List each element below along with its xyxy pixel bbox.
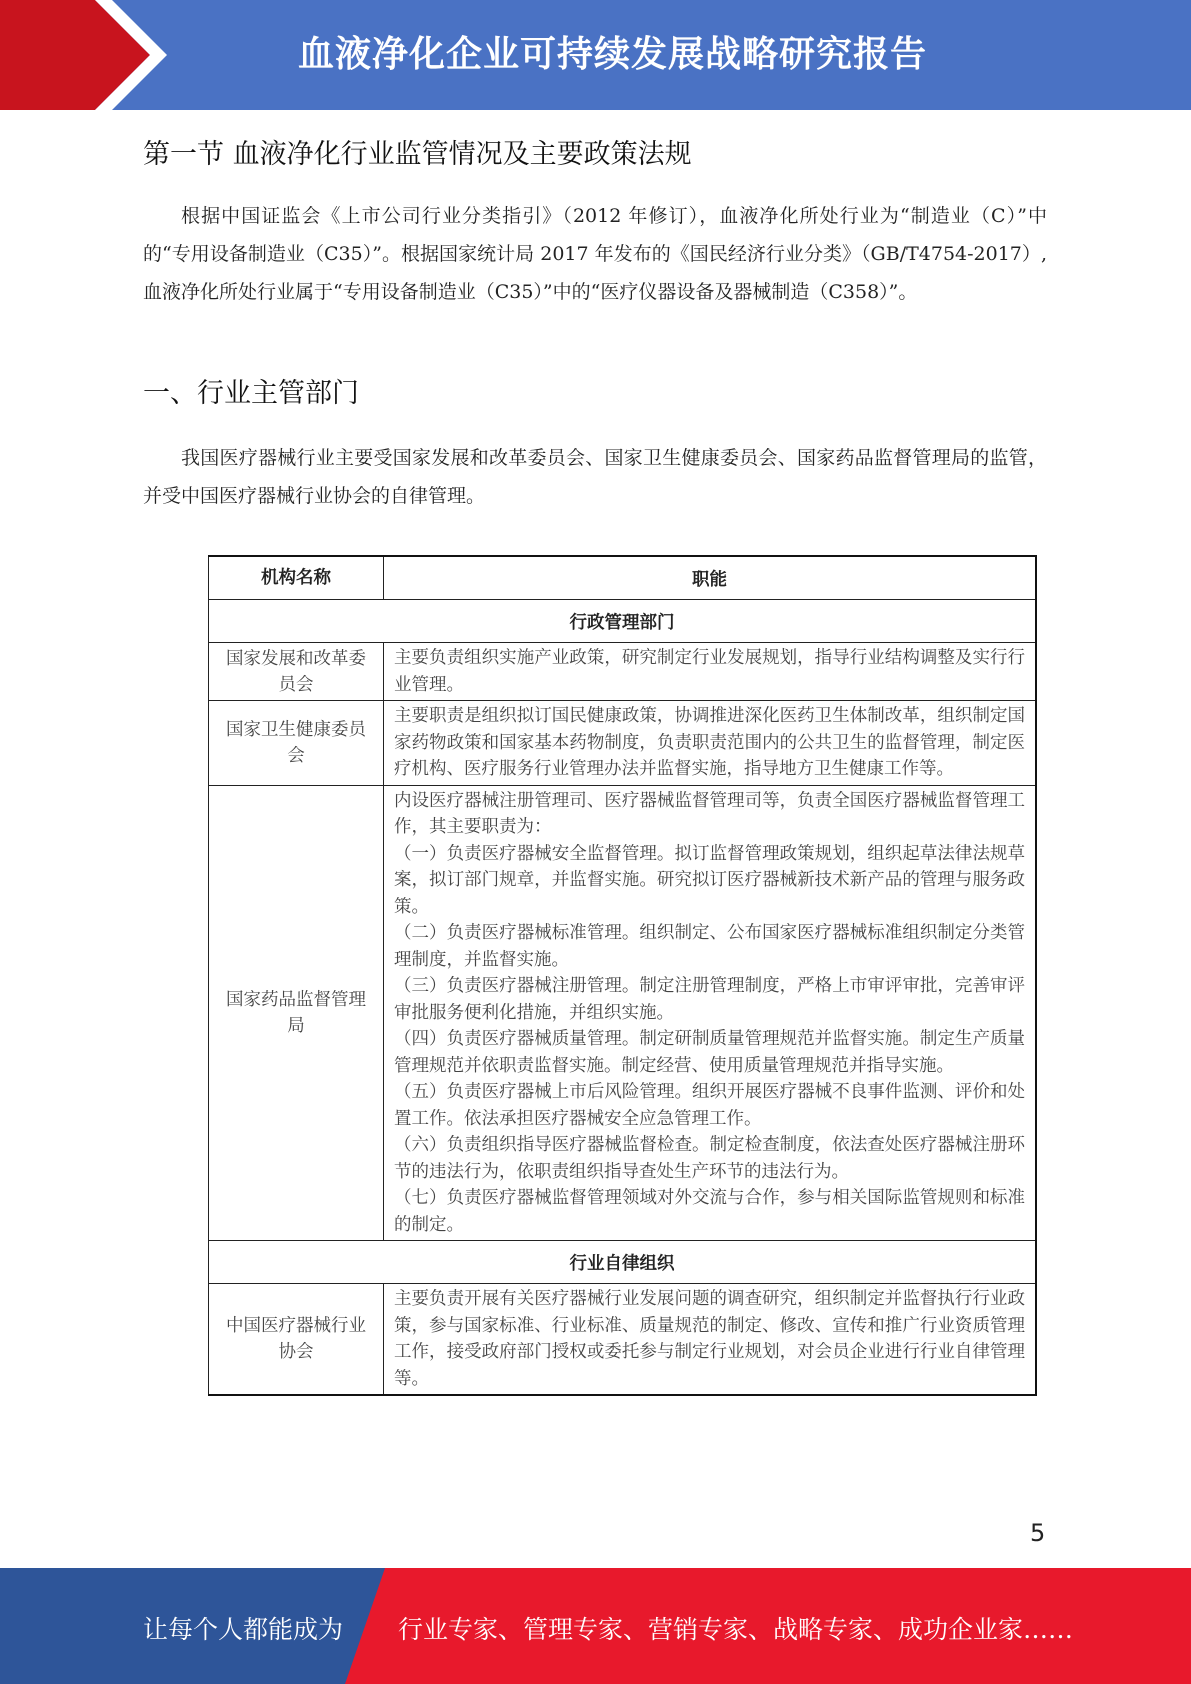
- table-group-row: [209, 600, 1037, 643]
- table-row: [209, 785, 1037, 1241]
- page-footer: [0, 1568, 1191, 1684]
- footer-slogan-right: 行业专家、管理专家、营销专家、战略专家、成功企业家……: [398, 1615, 1074, 1644]
- function-line: （三）负责医疗器械注册管理。制定注册管理制度，严格上市审评审批，完善审评审批服务便利化措施，并组织实施。: [394, 976, 1025, 1023]
- org-function: 主要负责组织实施产业政策，研究制定行业发展规划，指导行业结构调整及实行行业管理。: [384, 643, 1037, 701]
- function-line: （七）负责医疗器械监督管理领域对外交流与合作，参与相关国际监管规则和标准的制定。: [394, 1188, 1025, 1235]
- page-header: [0, 0, 1191, 110]
- report-title: 血液净化企业可持续发展战略研究报告: [298, 34, 928, 75]
- function-line: （四）负责医疗器械质量管理。制定研制质量管理规范并监督实施。制定生产质量管理规范并依职责监督实施。制定经营、使用质量管理规范并指导实施。: [394, 1029, 1025, 1076]
- function-line: （六）负责组织指导医疗器械监督检查。制定检查制度，依法查处医疗器械注册环节的违法行为，依职责组织指导查处生产环节的违法行为。: [394, 1135, 1025, 1182]
- section-title: 第一节 血液净化行业监管情况及主要政策法规: [143, 139, 692, 170]
- function-line: （二）负责医疗器械标准管理。组织制定、公布国家医疗器械标准组织制定分类管理制度，并监督实施。: [394, 923, 1025, 970]
- org-function: 主要职责是组织拟订国民健康政策，协调推进深化医药卫生体制改革，组织制定国家药物政策和国家基本药物制度，负责职责范围内的公共卫生的监督管理，制定医疗机构、医疗服务行业管理办法并监督实施，指导地方卫生健康工作等。: [384, 701, 1037, 786]
- footer-slogan-left: 让每个人都能成为: [143, 1615, 344, 1644]
- org-name: 中国医疗器械行业协会: [209, 1284, 384, 1396]
- org-name: 国家药品监督管理局: [209, 785, 384, 1241]
- table-row: [209, 643, 1037, 701]
- subsection-paragraph: 我国医疗器械行业主要受国家发展和改革委员会、国家卫生健康委员会、国家药品监督管理局的监管，并受中国医疗器械行业协会的自律管理。: [143, 447, 1047, 507]
- table-group-row: [209, 1241, 1037, 1284]
- table-header-row: [209, 556, 1037, 600]
- column-header-name: 机构名称: [209, 556, 384, 600]
- group-label-self-regulatory: 行业自律组织: [209, 1241, 1037, 1284]
- org-function: [384, 785, 1037, 1241]
- org-name: 国家卫生健康委员会: [209, 701, 384, 786]
- section-paragraph: 根据中国证监会《上市公司行业分类指引》（2012 年修订），血液净化所处行业为“制造业（C）”中的“专用设备制造业（C35）”。根据国家统计局 2017 年发布的《国民经济行业分类》（GB/T4754-2017）, 血液净化所处行业属于“专用设备制造业（C35）”中的“医疗仪器设备及器械制造（C358）”。: [143, 205, 1047, 303]
- table-row: [209, 1284, 1037, 1396]
- org-name: 国家发展和改革委员会: [209, 643, 384, 701]
- page-number: 5: [1030, 1519, 1046, 1547]
- subsection-title: 一、行业主管部门: [143, 378, 359, 409]
- column-header-function: 职能: [384, 556, 1037, 600]
- header-arrow-decoration: [0, 0, 300, 110]
- function-line: （一）负责医疗器械安全监督管理。拟订监督管理政策规划，组织起草法律法规草案，拟订部门规章，并监督实施。研究拟订医疗器械新技术新产品的管理与服务政策。: [394, 843, 1025, 917]
- regulator-table: [208, 555, 1037, 1396]
- function-line: （五）负责医疗器械上市后风险管理。组织开展医疗器械不良事件监测、评价和处置工作。依法承担医疗器械安全应急管理工作。: [394, 1082, 1025, 1129]
- function-line: 内设医疗器械注册管理司、医疗器械监督管理司等，负责全国医疗器械监督管理工作，其主要职责为：: [394, 790, 1025, 837]
- org-function: 主要负责开展有关医疗器械行业发展问题的调查研究，组织制定并监督执行行业政策，参与国家标准、行业标准、质量规范的制定、修改、宣传和推广行业资质管理工作，接受政府部门授权或委托参与制定行业规划，对会员企业进行行业自律管理等。: [384, 1284, 1037, 1396]
- table-row: [209, 701, 1037, 786]
- group-label-admin: 行政管理部门: [209, 600, 1037, 643]
